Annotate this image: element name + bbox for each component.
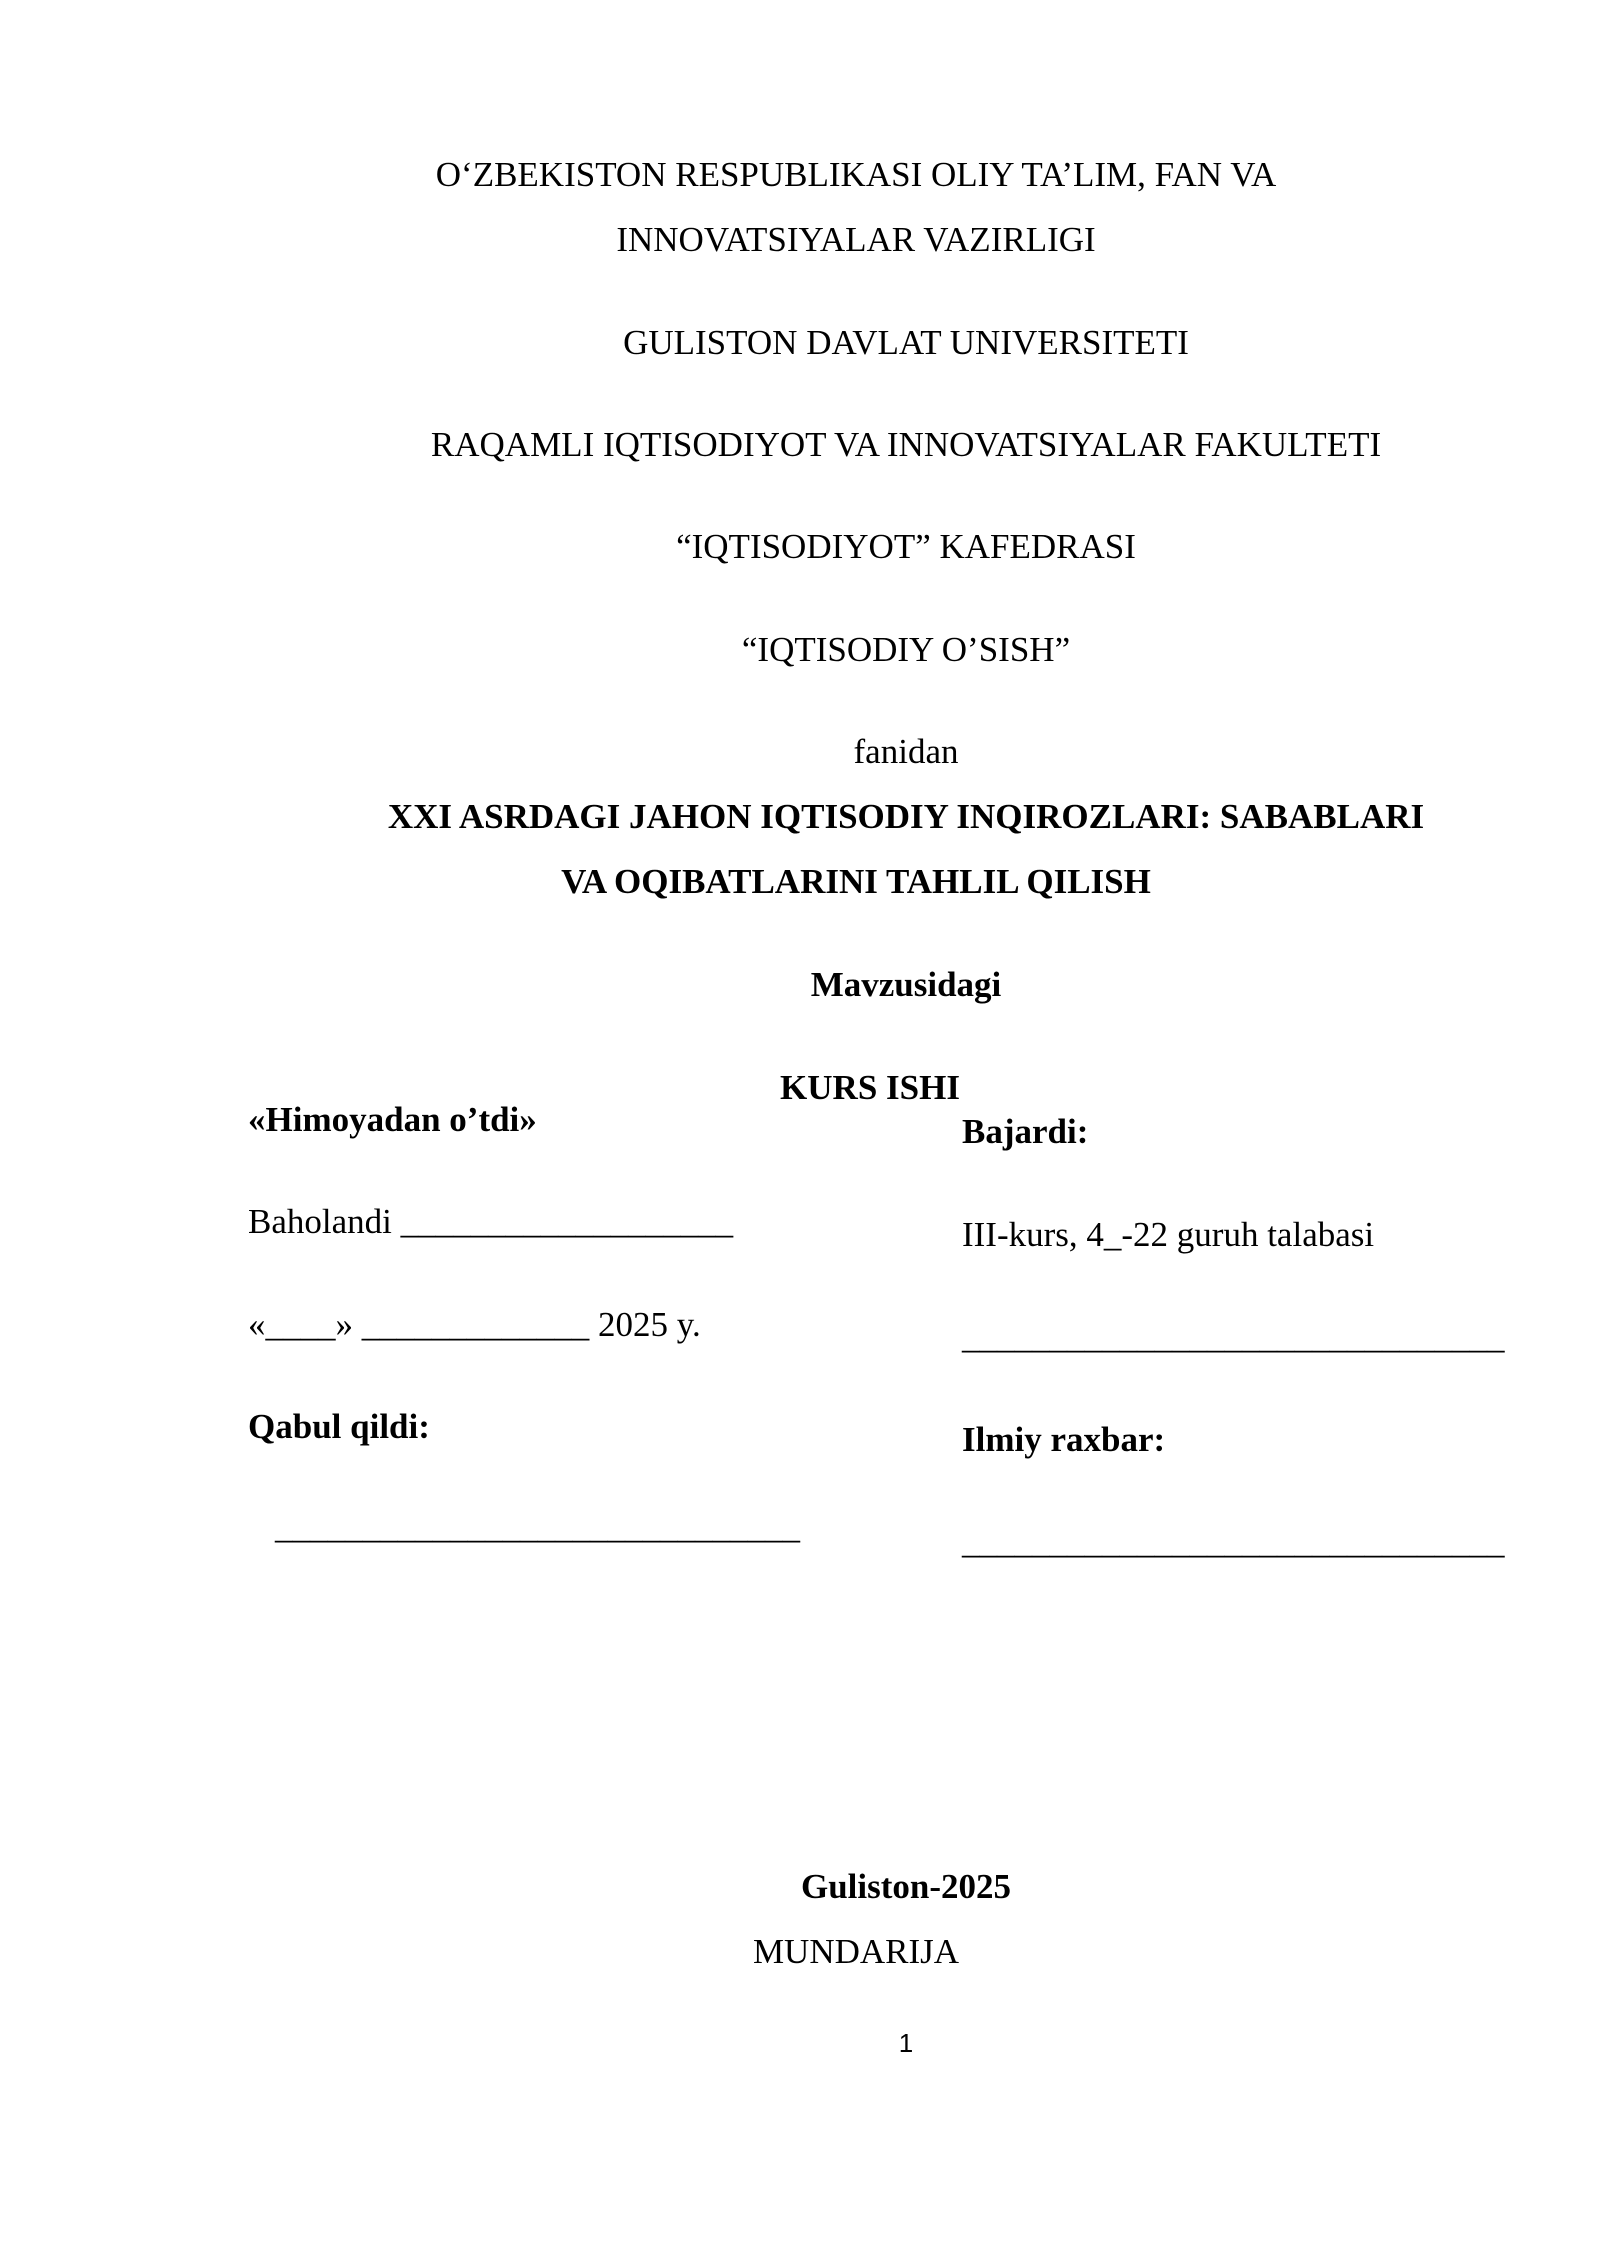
topic-suffix: Mavzusidagi (810, 965, 1002, 1004)
supervisor-signature-line: _______________________________ (962, 1522, 1505, 1561)
university-name: GULISTON DAVLAT UNIVERSITETI (623, 323, 1189, 362)
accepted-signature-line: ______________________________ (275, 1507, 800, 1546)
defended-label: «Himoyadan o’tdi» (248, 1100, 537, 1139)
subject-suffix: fanidan (853, 732, 959, 771)
work-type-container (720, 1068, 1020, 1102)
topic-line-2: VA OQIBATLARINI TAHLIL QILISH (561, 862, 1151, 901)
work-type: KURS ISHI (780, 1068, 960, 1102)
supervisor-label: Ilmiy raxbar: (962, 1420, 1166, 1459)
page-number: 1 (898, 2028, 914, 2058)
student-info: III-kurs, 4_-22 guruh talabasi (962, 1215, 1375, 1254)
ministry-line-2: INNOVATSIYALAR VAZIRLIGI (616, 220, 1096, 259)
department-name: “IQTISODIYOT” KAFEDRASI (676, 527, 1136, 566)
performed-label: Bajardi: (962, 1112, 1089, 1151)
ministry-line-1: O‘ZBEKISTON RESPUBLIKASI OLIY TA’LIM, FAN VA (435, 155, 1277, 194)
accepted-label: Qabul qildi: (248, 1407, 430, 1446)
contents-heading: MUNDARIJA (752, 1932, 960, 1971)
faculty-name: RAQAMLI IQTISODIYOT VA INNOVATSIYALAR FAKULTETI (430, 425, 1382, 464)
city-year: Guliston-2025 (800, 1867, 1012, 1906)
date-line: «____» _____________ 2025 y. (248, 1305, 701, 1344)
student-signature-line: _______________________________ (962, 1317, 1505, 1356)
graded-line: Baholandi ___________________ (248, 1202, 734, 1241)
subject-name: “IQTISODIY O’SISH” (741, 630, 1071, 669)
topic-line-1: XXI ASRDAGI JAHON IQTISODIY INQIROZLARI: SABABLARI (387, 797, 1425, 836)
